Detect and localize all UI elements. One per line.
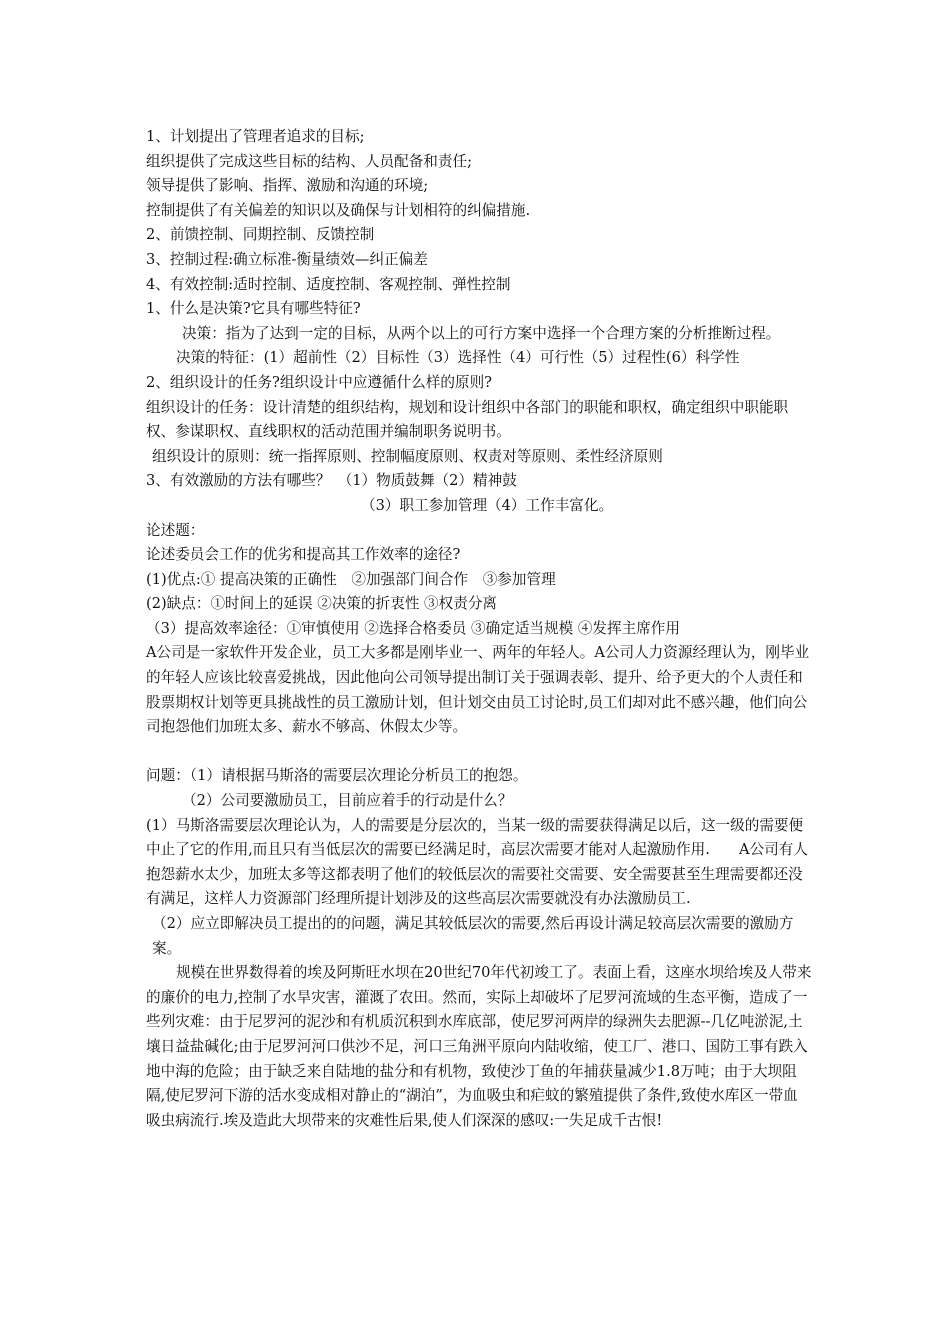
text-line: （3）职工参加管理（4）工作丰富化。 [361,496,614,514]
question-heading: 1、什么是决策?它具有哪些特征? [146,300,361,318]
text-line: 领导提供了影响、指挥、激励和沟通的环境; [146,177,429,195]
case-paragraph: 规模在世界数得着的埃及阿斯旺水坝在20世纪70年代初竣工了。表面上看，这座水坝给埃及人带来的廉价的电力,控制了水旱灾害，灌溉了农田。然而，实际上却破坏了尼罗河流域的生态平衡，造成了一些列灾难：由于尼罗河的泥沙和有机质沉积到水库底部，使尼罗河两岸的绿洲失去肥源--几亿吨淤泥,土壤日益盐碱化;由于尼罗河河口供沙不足，河口三角洲平原向内陆收缩，使工厂、港口、国防工事有跌入地中海的危险；由于缺乏来自陆地的盐分和有机物，致使沙丁鱼的年捕获量减少1.8万吨；由于大坝阻隔,使尼罗河下游的活水变成相对静止的“湖泊”，为血吸虫和疟蚊的繁殖提供了条件,致使水库区一带血吸虫病流行.埃及造此大坝带来的灾难性后果,使人们深深的感叹:一失足成千古恨! [146,964,812,1129]
text-line: 2、前馈控制、同期控制、反馈控制 [146,226,375,244]
text-line: 控制提供了有关偏差的知识以及确保与计划相符的纠偏措施. [146,201,531,219]
text-line: （3）提高效率途径：①审慎使用 ②选择合格委员 ③确定适当规模 ④发挥主席作用 [146,619,680,637]
text-line: 决策的特征：(1）超前性（2）目标性（3）选择性（4）可行性（5）过程性(6）科学性 [176,349,740,367]
paragraph: 决策：指为了达到一定的目标，从两个以上的可行方案中选择一个合理方案的分析推断过程。 [182,324,781,342]
answer-paragraph: (1）马斯洛需要层次理论认为，人的需要是分层次的，当某一级的需要获得满足以后，这一级的需要便中止了它的作用,而且只有当低层次的需要已经满足时，高层次需要才能对人起激励作用. A公司有人抱怨薪水太少，加班太多等这都表明了他们的较低层次的需要社交需要、安全需要甚至生理需要都还没有满足，这样人力资源部门经理所提计划涉及的这些高层次需要就没有办法激励员工. [146,816,808,908]
section-heading: 论述题： [146,521,205,539]
question-heading: 3、有效激励的方法有哪些？ （1）物质鼓舞（2）精神鼓 [146,472,517,490]
question-heading: 论述委员会工作的优劣和提高其工作效率的途径? [146,546,461,564]
text-line: (1)优点:① 提高决策的正确性 ②加强部门间合作 ③参加管理 [146,570,556,588]
text-line: (2)缺点：①时间上的延误 ②决策的折衷性 ③权责分离 [146,595,498,613]
text-line: 组织设计的原则：统一指挥原则、控制幅度原则、权责对等原则、柔性经济原则 [152,447,663,465]
question-heading: （2）公司要激励员工，目前应着手的行动是什么？ [182,792,513,810]
blank-line [146,740,812,765]
document-body [146,125,812,1133]
answer-paragraph: （2）应立即解决员工提出的的问题，满足其较低层次的需要,然后再设计满足较高层次需要的激励方案。 [152,915,794,957]
question-heading: 2、组织设计的任务?组织设计中应遵循什么样的原则? [146,373,492,391]
question-heading: 问题：（1）请根据马斯洛的需要层次理论分析员工的抱怨。 [146,767,528,785]
text-line: 1、计划提出了管理者追求的目标; [146,128,365,145]
case-paragraph: A公司是一家软件开发企业，员工大多都是刚毕业一、两年的年轻人。A公司人力资源经理认为，刚毕业的年轻人应该比较喜爱挑战，因此他向公司领导提出制订关于强调表彰、提升、给予更大的个人责任和股票期权计划等更具挑战性的员工激励计划，但计划交由员工讨论时,员工们却对此不感兴趣，他们向公司抱怨他们加班太多、薪水不够高、休假太少等。 [146,644,810,736]
text-line: 4、有效控制:适时控制、适度控制、客观控制、弹性控制 [146,275,511,293]
text-line: 3、控制过程:确立标准-衡量绩效—纠正偏差 [146,250,428,268]
paragraph: 组织设计的任务：设计清楚的组织结构，规划和设计组织中各部门的职能和职权，确定组织中职能职权、参谋职权、直线职权的活动范围并编制职务说明书。 [146,398,789,441]
text-line: 组织提供了完成这些目标的结构、人员配备和责任; [146,152,472,170]
